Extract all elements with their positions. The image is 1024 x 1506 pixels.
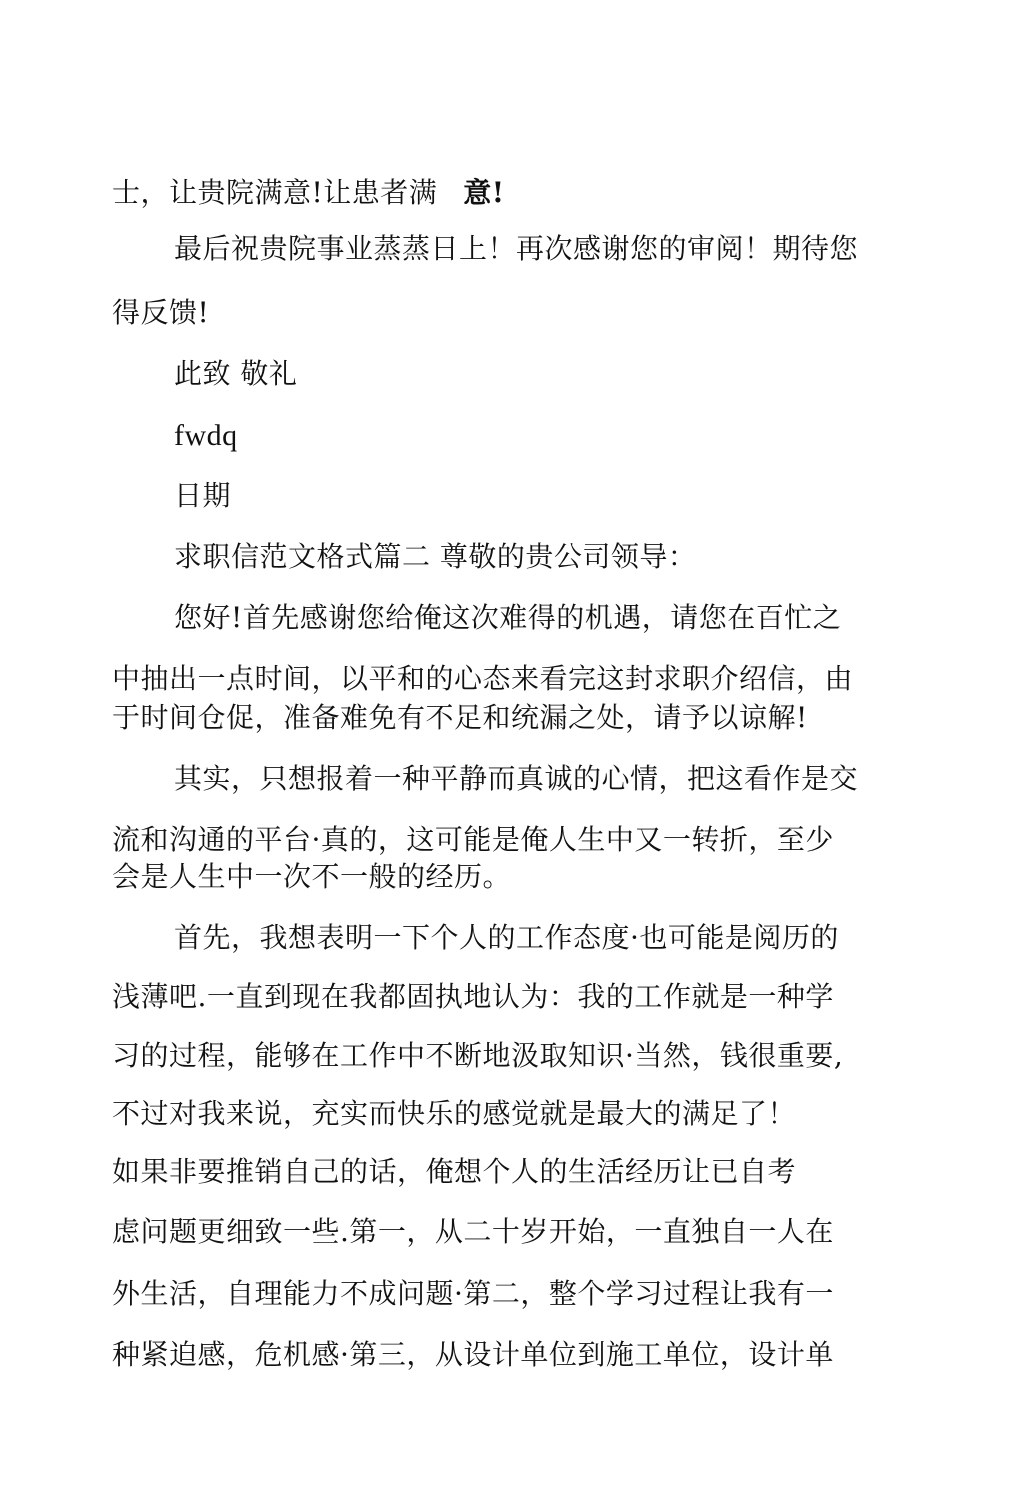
text-line-emphasis: 意! (463, 176, 505, 209)
text-line: 习的过程，能够在工作中不断地汲取知识·当然，钱很重要, (112, 1039, 844, 1072)
text-line: 日期 (174, 479, 232, 512)
text-line: 会是人生中一次不一般的经历。 (112, 860, 512, 893)
text-line: 最后祝贵院事业蒸蒸日上！再次感谢您的审阅！期待您 (174, 232, 859, 265)
text-line: 于时间仓促，准备难免有不足和统漏之处，请予以谅解! (112, 701, 808, 734)
text-line-part: 士，让贵院满意!让患者满 (112, 176, 438, 209)
text-line: 得反馈! (112, 296, 210, 329)
text-line: 外生活，自理能力不成问题·第二，整个学习过程让我有一 (112, 1277, 834, 1310)
text-line: 您好!首先感谢您给俺这次难得的机遇，请您在百忙之 (174, 601, 842, 634)
text-line: 其实，只想报着一种平静而真诚的心情，把这看作是交 (174, 762, 859, 795)
text-line: 此致 敬礼 (174, 357, 298, 390)
text-line: fwdq (174, 419, 238, 452)
text-line: 中抽出一点时间，以平和的心态来看完这封求职介绍信，由 (112, 662, 854, 695)
text-line: 首先，我想表明一下个人的工作态度·也可能是阅历的 (174, 921, 839, 954)
text-line (112, 175, 505, 211)
text-line: 不过对我来说，充实而快乐的感觉就是最大的满足了！ (112, 1097, 797, 1130)
text-line: 如果非要推销自己的话，俺想个人的生活经历让已自考 (112, 1155, 797, 1188)
text-line: 浅薄吧.一直到现在我都固执地认为：我的工作就是一种学 (112, 980, 834, 1013)
text-line: 流和沟通的平台·真的，这可能是俺人生中又一转折，至少 (112, 823, 834, 856)
text-line: 求职信范文格式篇二 尊敬的贵公司领导： (174, 540, 697, 573)
text-line: 虑问题更细致一些.第一，从二十岁开始，一直独自一人在 (112, 1215, 834, 1248)
text-line: 种紧迫感，危机感·第三，从设计单位到施工单位，设计单 (112, 1338, 834, 1371)
